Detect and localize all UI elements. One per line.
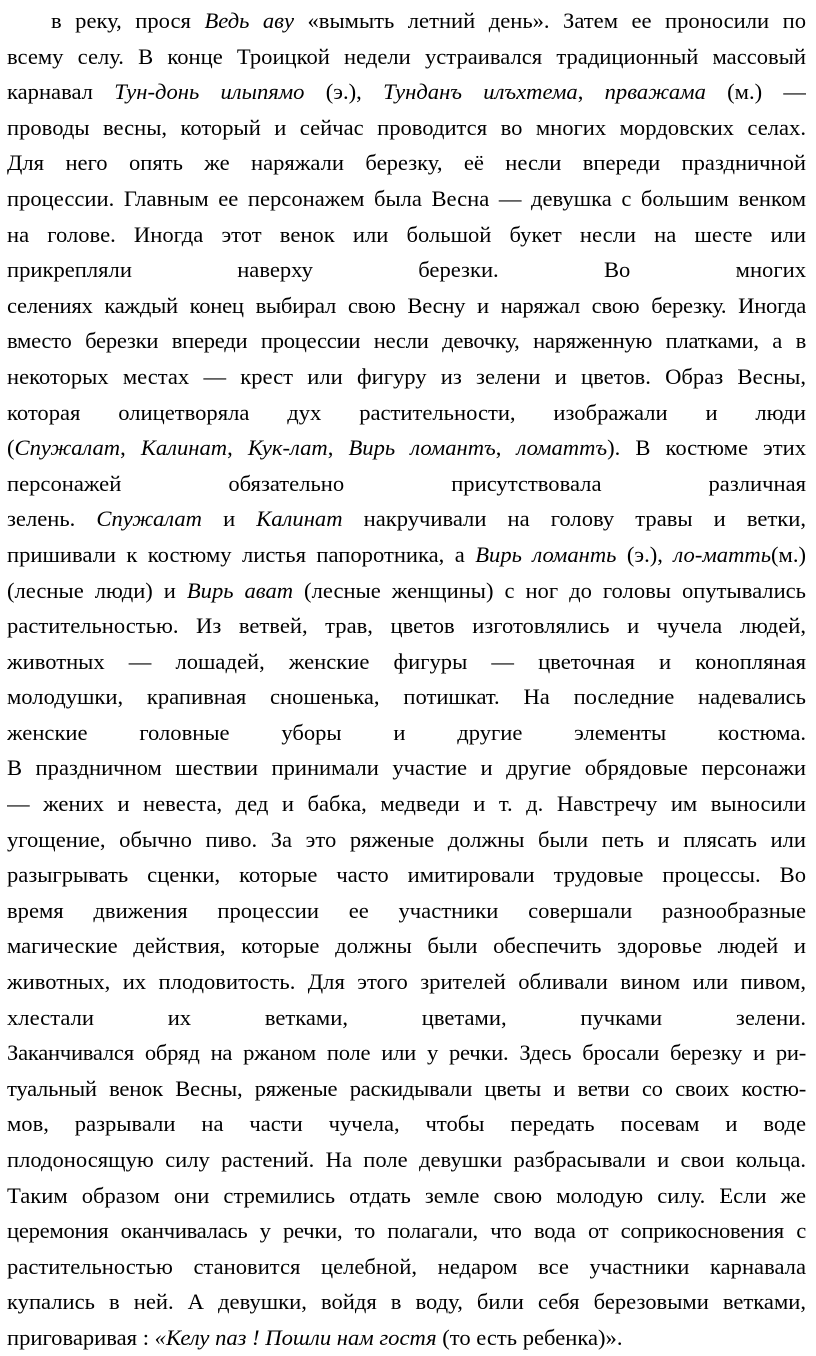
text-segment: — жених и невеста, дед и бабка, медведи и т. д. Навстречу им выносили [7,791,806,817]
text-segment: , [227,435,248,461]
italic-term: Вирь ломантъ [348,435,496,461]
italic-term: Спужалат [14,435,121,461]
text-segment: разыгрывать сценки, которые часто имитировали трудовые процессы. Во [7,862,806,888]
text-segment: Для него опять же наряжали березку, её несли впереди праздничной [7,150,806,176]
text-segment: Заканчивался обряд на ржаном поле или у речки. Здесь бросали березку и ри- [7,1040,806,1066]
document-body [7,3,806,1356]
italic-term: Тун-донь илыпямо [114,79,305,105]
text-line [7,1035,806,1071]
text-segment: , [495,435,517,461]
italic-term: Калинат [256,506,343,532]
text-segment: туальный венок Весны, ряженые раскидывали цветы и ветви со своих костю- [7,1075,806,1101]
italic-term: ло-матть [673,541,771,567]
text-line [7,1320,806,1356]
text-segment: всему селу. В конце Троицкой недели устраивался традиционный массовый [7,43,806,69]
text-segment: (м.) [771,541,806,567]
text-segment: В праздничном шествии принимали участие и другие обрядовые персонажи [7,755,806,781]
text-segment: (э.), [304,79,384,105]
text-segment: проводы весны, который и сейчас проводится во многих мордовских селах. [7,114,806,140]
text-line [7,715,806,751]
text-line [7,466,806,502]
text-segment: Таким образом они стремились отдать земле свою молодую силу. Если же [7,1182,806,1208]
text-segment: растительностью. Из ветвей, трав, цветов изготовлялись и чучела людей, [7,613,806,639]
text-line [7,893,806,929]
text-segment: женские головные уборы и другие элементы костюма. [7,719,806,745]
italic-term: ломаттъ [516,435,608,461]
text-line [7,110,806,146]
text-segment: ( [7,435,15,461]
text-segment: мов, разрывали на части чучела, чтобы передать посевам и воде [7,1111,806,1137]
text-line [7,1106,806,1142]
text-line [7,679,806,715]
text-segment: (лесные люди) и [7,577,187,603]
text-line [7,217,806,253]
text-line [7,786,806,822]
text-segment: животных, их плодовитость. Для этого зрителей обливали вином или пивом, [7,969,806,995]
italic-term: Вирь ломанть [475,541,617,567]
italic-term: Ведь аву [204,8,295,33]
text-segment: угощение, обычно пиво. За это ряженые должны были петь и плясать или [7,826,806,852]
text-line [7,1178,806,1214]
text-line [7,3,806,39]
text-line [7,323,806,359]
italic-term: Тунданъ илъхтема [383,79,578,105]
text-segment: растительностью становится целебной, недаром все участники карнавала [7,1253,806,1279]
text-segment: , [120,435,141,461]
text-segment: плодоносящую силу растений. На поле девушки разбрасывали и свои кольца. [7,1147,806,1172]
text-line [7,430,806,466]
text-line [7,573,806,609]
italic-term: Калинат [140,435,228,461]
text-segment: (лесные женщины) с ног до головы опутывались [293,577,806,603]
text-segment: «вымыть летний день». Затем ее проносили по [294,8,806,33]
italic-term: Вирь ават [186,577,294,603]
text-line [7,537,806,573]
italic-term: Спужалат [96,506,202,532]
text-segment: накручивали на голову травы и ветки, [342,506,806,532]
text-segment: в реку, прося [51,8,205,33]
italic-term: «Келу паз ! Пошли нам гостя [154,1324,437,1350]
text-segment: некоторых местах — крест или фигуру из зелени и цветов. Образ Весны, [7,363,806,389]
text-segment: зелень. [7,506,97,532]
text-line [7,822,806,858]
text-line [7,608,806,644]
text-line [7,288,806,324]
text-segment: приговаривая : [7,1324,155,1350]
text-segment: (то есть ребенка)». [436,1324,623,1350]
text-segment: прикрепляли наверху березки. Во многих [7,257,806,283]
text-line [7,1000,806,1036]
text-line [7,252,806,288]
text-segment: селениях каждый конец выбирал свою Весну и наряжал свою березку. Иногда [7,292,806,318]
text-segment: (э.), [616,541,674,567]
text-line [7,359,806,395]
text-line [7,145,806,181]
text-line [7,501,806,537]
text-segment: пришивали к костюму листья папоротника, а [7,541,476,567]
italic-term: Кук-лат [247,435,328,461]
text-segment: на голове. Иногда этот венок или большой букет несли на шесте или [7,221,806,247]
text-line [7,1071,806,1107]
text-line [7,644,806,680]
text-line [7,74,806,110]
text-line [7,857,806,893]
text-segment: ). В костюме этих [607,435,806,461]
text-segment: молодушки, крапивная сношенька, потишкат. На последние надевались [7,684,806,710]
text-segment: магические действия, которые должны были обеспечить здоровье людей и [7,933,806,959]
text-line [7,1284,806,1320]
text-line [7,1213,806,1249]
text-segment: купались в ней. А девушки, войдя в воду, били себя березовыми ветками, [7,1289,806,1315]
text-segment: которая олицетворяла дух растительности, изображали и люди [7,399,806,425]
text-line [7,1142,806,1178]
text-line [7,750,806,786]
text-line [7,1249,806,1285]
text-segment: хлестали их ветками, цветами, пучками зелени. [7,1004,806,1030]
text-segment: и [201,506,257,532]
text-segment: , [327,435,349,461]
text-line [7,395,806,431]
text-segment: (м.) — [705,79,806,105]
text-segment: время движения процессии ее участники совершали разнообразные [7,897,806,923]
text-segment: персонажей обязательно присутствовала различная [7,470,806,496]
text-segment: животных — лошадей, женские фигуры — цветочная и конопляная [7,648,806,674]
text-segment: процессии. Главным ее персонажем была Весна — девушка с большим венком [7,185,806,211]
text-line [7,964,806,1000]
text-line [7,928,806,964]
text-segment: церемония оканчивалась у речки, то полагали, что вода от соприкосновения с [7,1218,806,1244]
text-segment: карнавал [7,79,115,105]
italic-term: пpважама [604,79,706,105]
text-line [7,39,806,75]
text-line [7,181,806,217]
text-segment: вместо березки впереди процессии несли девочку, наряженную платками, а в [7,328,806,354]
text-segment: , [577,79,605,105]
